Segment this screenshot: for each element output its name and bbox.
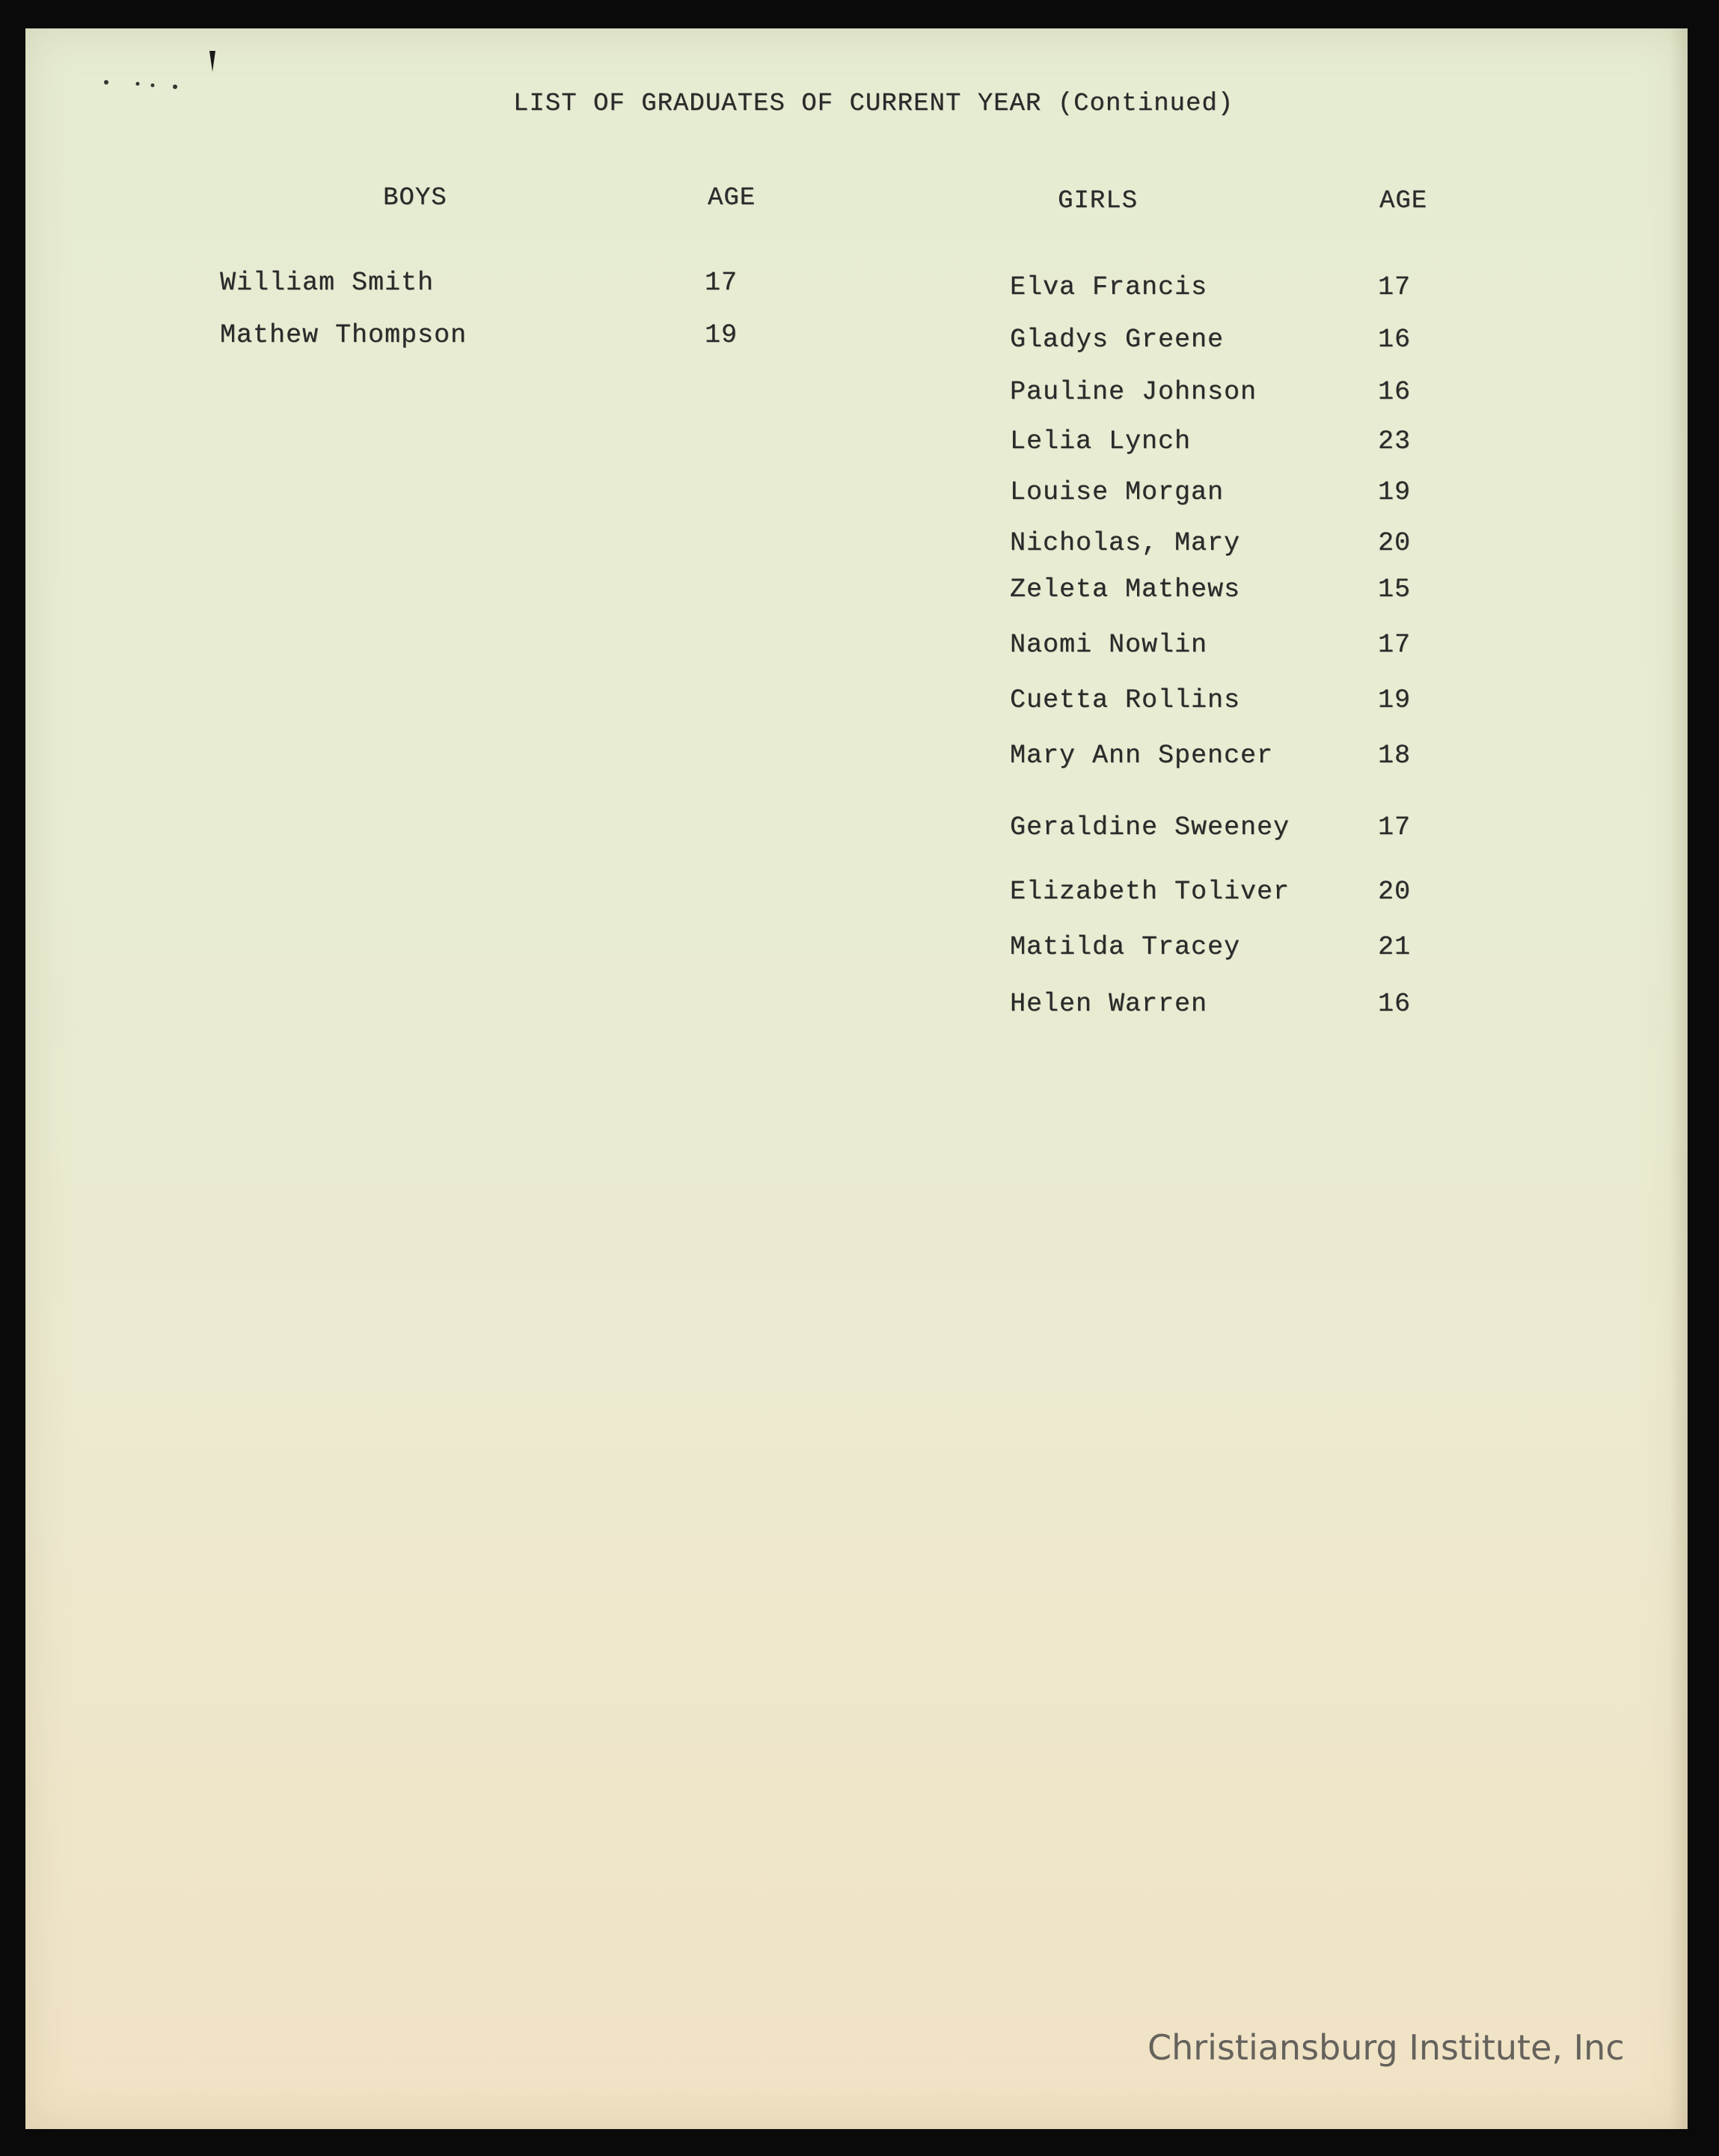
boy-age: 17 bbox=[705, 268, 738, 298]
ink-specks bbox=[70, 36, 265, 96]
girl-age: 16 bbox=[1378, 989, 1412, 1019]
boy-name: William Smith bbox=[220, 268, 435, 298]
girl-age: 21 bbox=[1378, 932, 1412, 962]
girl-name: Gladys Greene bbox=[1010, 325, 1225, 355]
girl-name: Lelia Lynch bbox=[1010, 426, 1192, 456]
girl-name: Elizabeth Toliver bbox=[1010, 877, 1290, 907]
girls-age-header: AGE bbox=[1379, 187, 1428, 215]
girl-age: 20 bbox=[1378, 877, 1412, 907]
girl-name: Louise Morgan bbox=[1010, 477, 1225, 507]
girl-name: Zeleta Mathews bbox=[1010, 575, 1241, 604]
girl-age: 20 bbox=[1378, 528, 1412, 558]
girl-age: 19 bbox=[1378, 477, 1412, 507]
girl-age: 23 bbox=[1378, 426, 1412, 456]
boy-age: 19 bbox=[705, 320, 738, 350]
girl-name: Cuetta Rollins bbox=[1010, 685, 1241, 715]
girl-name: Mary Ann Spencer bbox=[1010, 741, 1274, 771]
girl-name: Pauline Johnson bbox=[1010, 377, 1257, 407]
girl-name: Helen Warren bbox=[1010, 989, 1208, 1019]
girl-name: Naomi Nowlin bbox=[1010, 630, 1208, 660]
girl-age: 16 bbox=[1378, 377, 1412, 407]
torn-edge bbox=[1670, 28, 1688, 2129]
girl-name: Elva Francis bbox=[1010, 272, 1208, 302]
girl-age: 17 bbox=[1378, 630, 1412, 660]
girl-name: Geraldine Sweeney bbox=[1010, 812, 1290, 842]
girl-name: Matilda Tracey bbox=[1010, 932, 1241, 962]
girl-age: 15 bbox=[1378, 575, 1412, 604]
document-title: LIST OF GRADUATES OF CURRENT YEAR (Continued) bbox=[513, 90, 1234, 118]
girl-age: 17 bbox=[1378, 812, 1412, 842]
archive-watermark: Christiansburg Institute, Inc bbox=[1147, 2027, 1625, 2068]
girl-age: 19 bbox=[1378, 685, 1412, 715]
document-page bbox=[25, 28, 1688, 2129]
girls-header: GIRLS bbox=[1058, 187, 1139, 215]
boys-header: BOYS bbox=[383, 184, 447, 212]
girl-age: 18 bbox=[1378, 741, 1412, 771]
girl-age: 17 bbox=[1378, 272, 1412, 302]
boy-name: Mathew Thompson bbox=[220, 320, 468, 350]
boys-age-header: AGE bbox=[708, 184, 756, 212]
girl-name: Nicholas, Mary bbox=[1010, 528, 1241, 558]
girl-age: 16 bbox=[1378, 325, 1412, 355]
